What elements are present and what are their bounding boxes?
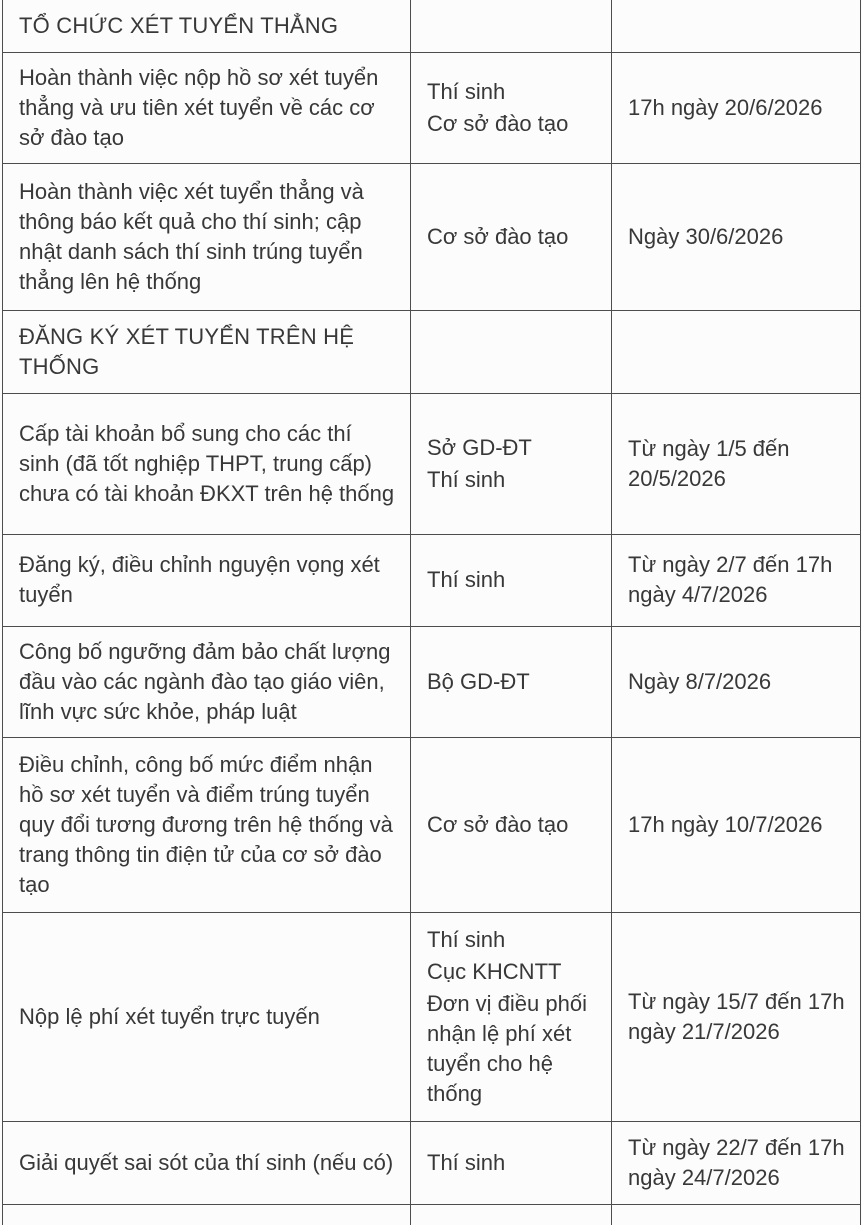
responsible-cell [411,0,612,52]
time-text: Từ ngày 2/7 đến 17h ngày 4/7/2026 [628,552,833,607]
time-cell [612,1204,861,1225]
task-cell [3,310,411,393]
time-text: Ngày 8/7/2026 [628,668,772,694]
responsible-cell [411,1204,612,1225]
table-row [3,912,861,1121]
time-text: Từ ngày 15/7 đến 17h ngày 21/7/2026 [628,988,845,1044]
table-row [3,1121,861,1204]
table-row [3,163,861,310]
task-text: Nộp lệ phí xét tuyển trực tuyến [19,1003,320,1029]
responsible-cell [411,626,612,737]
task-text: Đăng ký, điều chỉnh nguyện vọng xét tuyển [19,552,380,607]
time-cell [612,52,861,163]
responsible-entry: Thí sinh [427,1149,506,1175]
responsible-entry: Cục KHCNTT [427,958,562,984]
responsible-cell [411,1121,612,1204]
task-cell [3,737,411,912]
responsible-cell [411,52,612,163]
table-row [3,52,861,163]
responsible-cell [411,912,612,1121]
responsible-cell [411,310,612,393]
responsible-entry: Sở GD-ĐT [427,434,532,460]
section-row [3,310,861,393]
task-cell [3,163,411,310]
admission-timeline-table [2,0,861,1225]
time-text: Từ ngày 22/7 đến 17h ngày 24/7/2026 [628,1134,845,1190]
task-cell [3,1121,411,1204]
section-title: TỔ CHỨC XÉT TUYỂN THẲNG [19,12,339,38]
responsible-entry: Cơ sở đào tạo [427,811,569,837]
responsible-entry: Thí sinh [427,567,506,592]
responsible-entry: Thí sinh [427,78,506,104]
time-cell [612,737,861,912]
time-text: Ngày 30/6/2026 [628,223,784,249]
responsible-entry: Cơ sở đào tạo [427,223,569,249]
table-row [3,393,861,534]
responsible-entry: Đơn vị điều phối nhận lệ phí xét tuyển cho hệ thống [427,990,587,1106]
task-text: Công bố ngưỡng đảm bảo chất lượng đầu vào các ngành đào tạo giáo viên, lĩnh vực sức khỏe, pháp luật [19,638,391,724]
section-row [3,0,861,52]
task-text: Hoàn thành việc nộp hồ sơ xét tuyển thẳng và ưu tiên xét tuyển về các cơ sở đào tạo [19,64,379,150]
time-cell [612,0,861,52]
time-text: Từ ngày 1/5 đến 20/5/2026 [628,435,790,491]
task-cell [3,0,411,52]
responsible-cell [411,534,612,626]
time-cell [612,310,861,393]
responsible-entry: Cơ sở đào tạo [427,110,569,136]
task-cell [3,393,411,534]
time-text: 17h ngày 20/6/2026 [628,94,823,120]
responsible-cell [411,393,612,534]
task-cell [3,1204,411,1225]
task-text: Cấp tài khoản bổ sung cho các thí sinh (đã tốt nghiệp THPT, trung cấp) chưa có tài khoản ĐKXT trên hệ thống [19,420,395,506]
task-text: Hoàn thành việc xét tuyển thẳng và thông báo kết quả cho thí sinh; cập nhật danh sách thí sinh trúng tuyển thẳng lên hệ thống [19,178,364,294]
table-row [3,626,861,737]
task-cell [3,912,411,1121]
task-text: Giải quyết sai sót của thí sinh (nếu có) [19,1149,394,1175]
responsible-entry: Bộ GD-ĐT [427,668,530,694]
task-cell [3,534,411,626]
task-cell [3,626,411,737]
time-cell [612,393,861,534]
responsible-entry: Thí sinh [427,466,506,492]
time-cell [612,1121,861,1204]
time-cell [612,626,861,737]
table-row [3,534,861,626]
time-cell [612,912,861,1121]
time-text: 17h ngày 10/7/2026 [628,811,823,837]
table-row [3,1204,861,1225]
responsible-cell [411,737,612,912]
responsible-entry: Thí sinh [427,926,506,952]
task-cell [3,52,411,163]
responsible-cell [411,163,612,310]
task-text: Điều chỉnh, công bố mức điểm nhận hồ sơ xét tuyển và điểm trúng tuyển quy đổi tương đương trên hệ thống và trang thông tin điện tử của cơ sở đào tạo [19,751,393,897]
timeline-table-body [3,0,861,1225]
table-row [3,737,861,912]
time-cell [612,163,861,310]
time-cell [612,534,861,626]
section-title: ĐĂNG KÝ XÉT TUYỂN TRÊN HỆ THỐNG [19,323,355,379]
